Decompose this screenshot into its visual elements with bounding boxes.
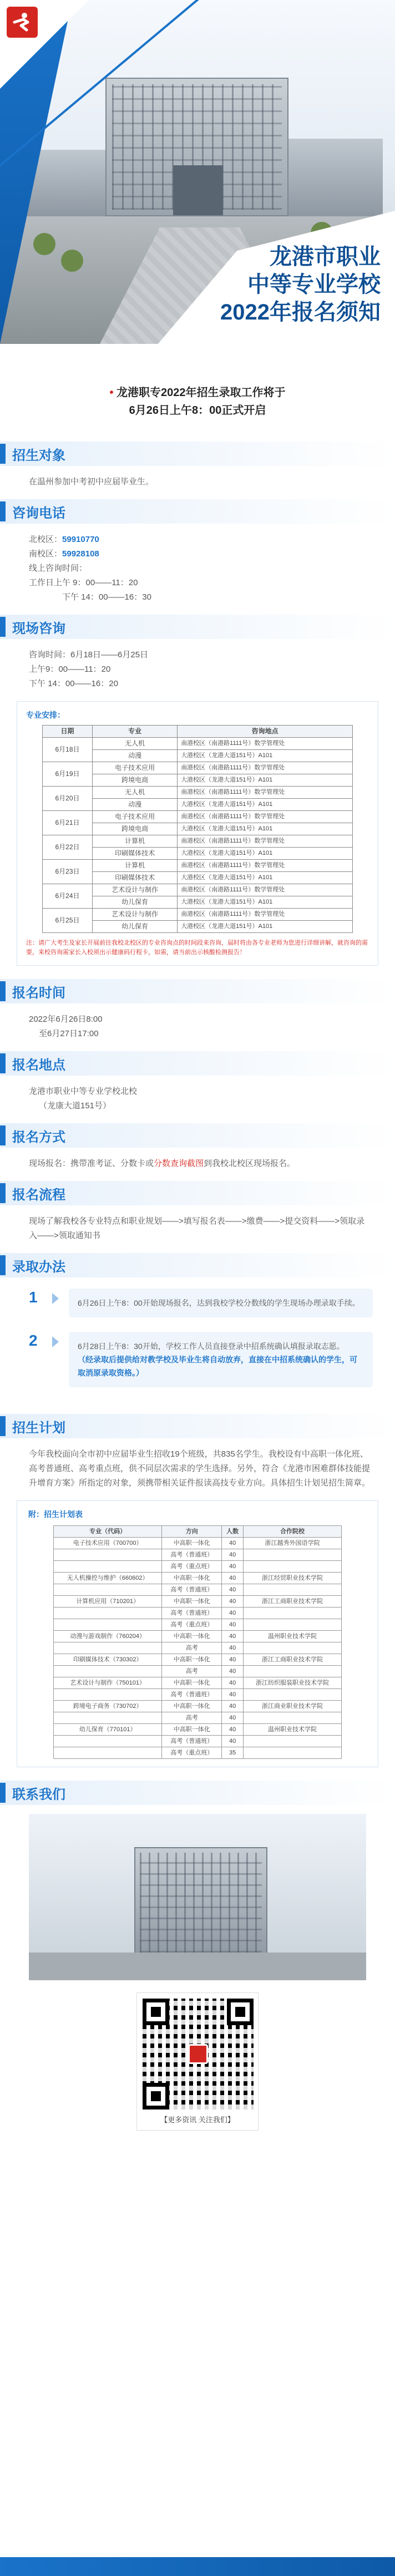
section-title: 报名方式 [12, 1129, 65, 1145]
plan-cell [54, 1642, 162, 1654]
plan-cell: 40 [222, 1631, 244, 1642]
step-box [69, 1289, 373, 1317]
section-phone [0, 499, 395, 615]
plan-cell: 无人机操控与维护（660602） [54, 1573, 162, 1584]
plan-cell: 40 [222, 1736, 244, 1747]
date-cell: 6月19日 [43, 762, 93, 787]
major-cell: 动漫 [93, 750, 178, 762]
table-row [54, 1619, 342, 1631]
step-text: 6月26日上午8：00开始现场报名，达到我校学校分数线的学生现场办理录取手续。 [78, 1299, 360, 1307]
plan-cell: 高考（普通班） [162, 1584, 222, 1596]
tree [33, 233, 55, 255]
place-line-1: 龙港市职业中等专业学校北校 [29, 1087, 138, 1096]
section-target [0, 442, 395, 499]
bullet-dot: • [109, 387, 117, 399]
major-cell: 幼儿保育 [93, 921, 178, 933]
major-cell: 电子技术应用 [93, 811, 178, 823]
table-row [54, 1712, 342, 1724]
method-highlight: 分数查询截图 [154, 1159, 204, 1168]
major-cell: 无人机 [93, 787, 178, 799]
table-header: 合作院校 [244, 1526, 342, 1538]
building-wing-right [283, 139, 383, 216]
table-row [54, 1549, 342, 1561]
venue-cell: 大港校区（龙港大道151号）A101 [178, 823, 353, 835]
plan-cell: 高考（重点班） [162, 1619, 222, 1631]
venue-cell: 大港校区（龙港大道151号）A101 [178, 896, 353, 909]
major-cell: 印刷媒体技术 [93, 848, 178, 860]
plan-cell: 高考 [162, 1666, 222, 1677]
south-campus-label: 南校区： [29, 549, 63, 559]
table-row [54, 1736, 342, 1747]
plan-cell: 中高职一体化 [162, 1654, 222, 1666]
table-row [54, 1561, 342, 1573]
table-header: 人数 [222, 1526, 244, 1538]
plan-cell: 浙江纺织服装职业技术学院 [244, 1677, 342, 1689]
plan-cell [244, 1619, 342, 1631]
plan-table [53, 1525, 342, 1759]
plan-cell [244, 1712, 342, 1724]
table-row [54, 1666, 342, 1677]
plan-cell: 40 [222, 1596, 244, 1608]
onsite-am: 上午9：00——11：20 [29, 665, 111, 674]
table-row [43, 762, 353, 774]
table-row [43, 835, 353, 848]
venue-cell: 大港校区（龙港大道151号）A101 [178, 799, 353, 811]
plan-cell: 40 [222, 1619, 244, 1631]
date-cell: 6月18日 [43, 738, 93, 762]
plan-cell: 温州职业技术学院 [244, 1724, 342, 1736]
plan-cell: 40 [222, 1549, 244, 1561]
table-row [54, 1631, 342, 1642]
flow-text: 现场了解我校各专业特点和职业规划——>填写报名表——>缴费——>提交资料——>领取录入——>领取通知书 [29, 1216, 365, 1240]
table-row [43, 787, 353, 799]
online-hours-am: 工作日上午 9：00——11：20 [29, 578, 138, 587]
notice-line-2: 6月26日上午8：00正式开启 [129, 404, 266, 417]
major-cell: 跨境电商 [93, 774, 178, 787]
plan-cell: 40 [222, 1584, 244, 1596]
plan-cell: 40 [222, 1642, 244, 1654]
section-title: 报名地点 [12, 1057, 65, 1073]
plan-cell: 浙江经贸职业技术学院 [244, 1573, 342, 1584]
venue-cell: 南港校区（南港路1111号）数学管理处 [178, 835, 353, 848]
section-admission [0, 1253, 395, 1414]
south-campus-phone[interactable]: 59928108 [62, 549, 99, 559]
section-bar [0, 617, 6, 637]
qr-card[interactable] [136, 1992, 259, 2131]
north-campus-phone[interactable]: 59910770 [62, 535, 99, 544]
section-title: 招生计划 [12, 1420, 65, 1436]
qr-caption: 【更多资讯 关注我们】 [160, 2116, 235, 2124]
venue-cell: 南港校区（南港路1111号）数学管理处 [178, 762, 353, 774]
venue-cell: 南港校区（南港路1111号）数学管理处 [178, 860, 353, 872]
plan-cell: 中高职一体化 [162, 1538, 222, 1549]
plan-cell: 浙江工商职业技术学院 [244, 1596, 342, 1608]
section-title: 报名时间 [12, 985, 65, 1001]
time-line-1: 2022年6月26日8:00 [29, 1015, 103, 1024]
major-cell: 电子技术应用 [93, 762, 178, 774]
table-row [43, 738, 353, 750]
main-building [105, 78, 288, 216]
major-cell: 艺术设计与制作 [93, 884, 178, 896]
plan-cell [244, 1561, 342, 1573]
plan-cell: 40 [222, 1538, 244, 1549]
venue-cell: 南港校区（南港路1111号）数学管理处 [178, 884, 353, 896]
step-number: 2 [29, 1332, 38, 1349]
plan-cell: 中高职一体化 [162, 1631, 222, 1642]
plan-cell: 幼儿保育（770101） [54, 1724, 162, 1736]
plan-cell [244, 1584, 342, 1596]
plan-cell: 中高职一体化 [162, 1596, 222, 1608]
plan-cell: 动漫与游戏制作（760204） [54, 1631, 162, 1642]
plan-cell: 浙江工商职业技术学院 [244, 1654, 342, 1666]
section-flow [0, 1181, 395, 1253]
section-title: 招生对象 [12, 448, 65, 463]
plan-card [17, 1500, 378, 1767]
major-cell: 印刷媒体技术 [93, 872, 178, 884]
venue-cell: 南港校区（南港路1111号）数学管理处 [178, 787, 353, 799]
section-bar [0, 1125, 6, 1145]
schedule-card [17, 701, 378, 966]
place-line-2: （龙康大道151号） [39, 1101, 112, 1110]
table-row [54, 1677, 342, 1689]
plan-cell: 浙江越秀外国语学院 [244, 1538, 342, 1549]
hero-title-line: 中等专业学校 [247, 272, 381, 297]
table-row [54, 1724, 342, 1736]
table-header: 方向 [162, 1526, 222, 1538]
venue-cell: 大港校区（龙港大道151号）A101 [178, 848, 353, 860]
plan-cell: 艺术设计与制作（750101） [54, 1677, 162, 1689]
plan-cell [244, 1608, 342, 1619]
hero-title [220, 243, 381, 326]
section-bar [0, 1416, 6, 1436]
plan-cell [244, 1666, 342, 1677]
time-line-2: 至6月27日17:00 [39, 1029, 99, 1038]
plan-cell: 电子技术应用（700700） [54, 1538, 162, 1549]
section-title: 咨询电话 [12, 505, 65, 521]
major-cell: 无人机 [93, 738, 178, 750]
schedule-table [42, 725, 353, 933]
plan-cell: 40 [222, 1654, 244, 1666]
hero-banner [0, 0, 395, 344]
section-contact [0, 1781, 395, 2131]
plan-cell: 40 [222, 1666, 244, 1677]
major-cell: 艺术设计与制作 [93, 909, 178, 921]
table-row [54, 1747, 342, 1759]
schedule-note: 注：请广大考生及家长开展前往我校北校区的专业咨询点的时间段来咨询，届时将由各专业老师为您进行详细讲解，就咨询的需要，来校咨询需家长入校须出示健康码行程卡，如需，请当前出示核酸检测报告！ [26, 940, 368, 956]
plan-cell [54, 1549, 162, 1561]
table-row [43, 909, 353, 921]
table-row [54, 1642, 342, 1654]
notice-line-1: 龙港职专2022年招生录取工作将于 [117, 387, 286, 399]
method-text: 现场报名：携带准考证、分数卡或 [29, 1159, 154, 1168]
plan-cell: 高考（普通班） [162, 1549, 222, 1561]
arrow-right-icon [52, 1336, 59, 1347]
plan-cell: 中高职一体化 [162, 1677, 222, 1689]
table-row [54, 1573, 342, 1584]
plan-cell [54, 1666, 162, 1677]
section-bar [0, 981, 6, 1001]
section-plan [0, 1414, 395, 1767]
plan-cell [54, 1736, 162, 1747]
section-bar [0, 1183, 6, 1203]
table-row [54, 1538, 342, 1549]
plan-cell: 高考 [162, 1712, 222, 1724]
plan-cell [54, 1561, 162, 1573]
table-row [54, 1596, 342, 1608]
plan-cell: 高考（普通班） [162, 1689, 222, 1701]
plan-text: 今年我校面向全市初中应届毕业生招收19个班级，共835名学生。我校设有中高职一体化班、高考普通班、高考重点班，供不同层次需求的学生选择。另外，符合《龙港市困难群体技能提升增育方案》所指定的对象，须携带相关证件报读高技专业方向。具体招生计划见招生简章。 [29, 1449, 371, 1488]
section-bar [0, 1783, 6, 1803]
date-cell: 6月20日 [43, 787, 93, 811]
date-cell: 6月25日 [43, 909, 93, 933]
section-title: 现场咨询 [12, 621, 65, 636]
plan-cell: 计算机应用（710201） [54, 1596, 162, 1608]
section-place [0, 1051, 395, 1123]
plan-cell [244, 1642, 342, 1654]
hero-title-line: 2022年报名须知 [220, 300, 381, 324]
north-campus-label: 北校区： [29, 535, 63, 544]
plan-cell [244, 1549, 342, 1561]
table-row [43, 811, 353, 823]
plan-cell: 高考 [162, 1642, 222, 1654]
major-cell: 动漫 [93, 799, 178, 811]
major-cell: 跨境电商 [93, 823, 178, 835]
plan-cell: 跨境电子商务（730702） [54, 1701, 162, 1712]
table-row [54, 1608, 342, 1619]
plan-cell [54, 1584, 162, 1596]
plan-cell: 高考（普通班） [162, 1736, 222, 1747]
major-cell: 幼儿保育 [93, 896, 178, 909]
plan-cell: 40 [222, 1677, 244, 1689]
venue-cell: 大港校区（龙港大道151号）A101 [178, 750, 353, 762]
plan-cell [244, 1689, 342, 1701]
section-time [0, 979, 395, 1051]
section-bar [0, 1053, 6, 1073]
footer-band [0, 2557, 395, 2576]
plan-cell: 高考（普通班） [162, 1608, 222, 1619]
online-hours-pm: 下午 14：00——16：30 [62, 592, 151, 602]
section-bar [0, 501, 6, 521]
venue-cell: 大港校区（龙港大道151号）A101 [178, 921, 353, 933]
plan-cell: 35 [222, 1747, 244, 1759]
section-title: 联系我们 [12, 1787, 65, 1802]
plan-cell [54, 1712, 162, 1724]
date-cell: 6月23日 [43, 860, 93, 884]
admission-step [29, 1289, 373, 1317]
major-cell: 计算机 [93, 860, 178, 872]
plan-cell: 高考（重点班） [162, 1747, 222, 1759]
plan-cell [54, 1747, 162, 1759]
plan-cell: 40 [222, 1608, 244, 1619]
table-header: 专业 [93, 726, 178, 738]
opening-notice [0, 344, 395, 442]
step-bold-note: （经录取后提供给对教学校及毕业生将自动放弃，直接在中招系统确认的学生，可取消原录取资格。） [78, 1355, 357, 1377]
date-cell: 6月21日 [43, 811, 93, 835]
step-box [69, 1332, 373, 1387]
venue-cell: 大港校区（龙港大道151号）A101 [178, 872, 353, 884]
step-text: 6月28日上午8：30开始，学校工作人员直接登录中招系统确认填报录取志愿。 [78, 1342, 345, 1351]
plan-cell: 中高职一体化 [162, 1701, 222, 1712]
table-row [54, 1701, 342, 1712]
plan-card-title: 附：招生计划表 [28, 1510, 83, 1519]
date-cell: 6月22日 [43, 835, 93, 860]
plan-cell: 中高职一体化 [162, 1724, 222, 1736]
table-row [54, 1584, 342, 1596]
venue-cell: 大港校区（龙港大道151号）A101 [178, 774, 353, 787]
section-onsite [0, 615, 395, 966]
plan-cell: 40 [222, 1724, 244, 1736]
major-cell: 计算机 [93, 835, 178, 848]
table-header: 日期 [43, 726, 93, 738]
plan-cell [54, 1689, 162, 1701]
qr-code-icon[interactable] [143, 1999, 254, 2110]
onsite-pm: 下午 14：00——16：20 [29, 679, 118, 688]
qr-logo-icon [188, 2044, 208, 2064]
onsite-date: 咨询时间：6月18日——6月25日 [29, 650, 149, 660]
method-text: 到我校北校区现场报名。 [204, 1159, 296, 1168]
venue-cell: 南港校区（南港路1111号）数学管理处 [178, 811, 353, 823]
table-header: 专业（代码） [54, 1526, 162, 1538]
table-row [54, 1654, 342, 1666]
target-text: 在温州参加中考初中应届毕业生。 [29, 477, 154, 486]
plan-cell: 中高职一体化 [162, 1573, 222, 1584]
online-hours-label: 线上咨询时间： [29, 564, 88, 573]
hero-title-line: 龙港市职业 [270, 245, 381, 269]
section-title: 录取办法 [12, 1259, 65, 1275]
step-number: 1 [29, 1289, 38, 1306]
venue-cell: 南港校区（南港路1111号）数学管理处 [178, 909, 353, 921]
campus-photo [29, 1814, 366, 1980]
venue-cell: 南港校区（南港路1111号）数学管理处 [178, 738, 353, 750]
table-row [43, 860, 353, 872]
table-header: 咨询地点 [178, 726, 353, 738]
section-method [0, 1123, 395, 1181]
plan-cell: 40 [222, 1712, 244, 1724]
arrow-right-icon [52, 1293, 59, 1304]
schedule-label: 专业安排： [26, 711, 65, 719]
plan-cell [54, 1619, 162, 1631]
table-row [43, 884, 353, 896]
table-row [54, 1689, 342, 1701]
plan-cell [244, 1747, 342, 1759]
admission-step [29, 1332, 373, 1387]
date-cell: 6月24日 [43, 884, 93, 909]
plan-cell: 印刷媒体技术（730302） [54, 1654, 162, 1666]
section-title: 报名流程 [12, 1187, 65, 1203]
plan-cell [244, 1736, 342, 1747]
plan-cell: 40 [222, 1701, 244, 1712]
plan-cell: 高考（重点班） [162, 1561, 222, 1573]
section-bar [0, 444, 6, 464]
section-bar [0, 1255, 6, 1275]
plan-cell [54, 1608, 162, 1619]
plan-cell: 40 [222, 1561, 244, 1573]
tree [61, 250, 83, 272]
plan-cell: 温州职业技术学院 [244, 1631, 342, 1642]
school-logo-icon [7, 7, 38, 38]
plan-cell: 40 [222, 1573, 244, 1584]
plan-cell: 40 [222, 1689, 244, 1701]
plan-cell: 浙江商业职业技术学院 [244, 1701, 342, 1712]
